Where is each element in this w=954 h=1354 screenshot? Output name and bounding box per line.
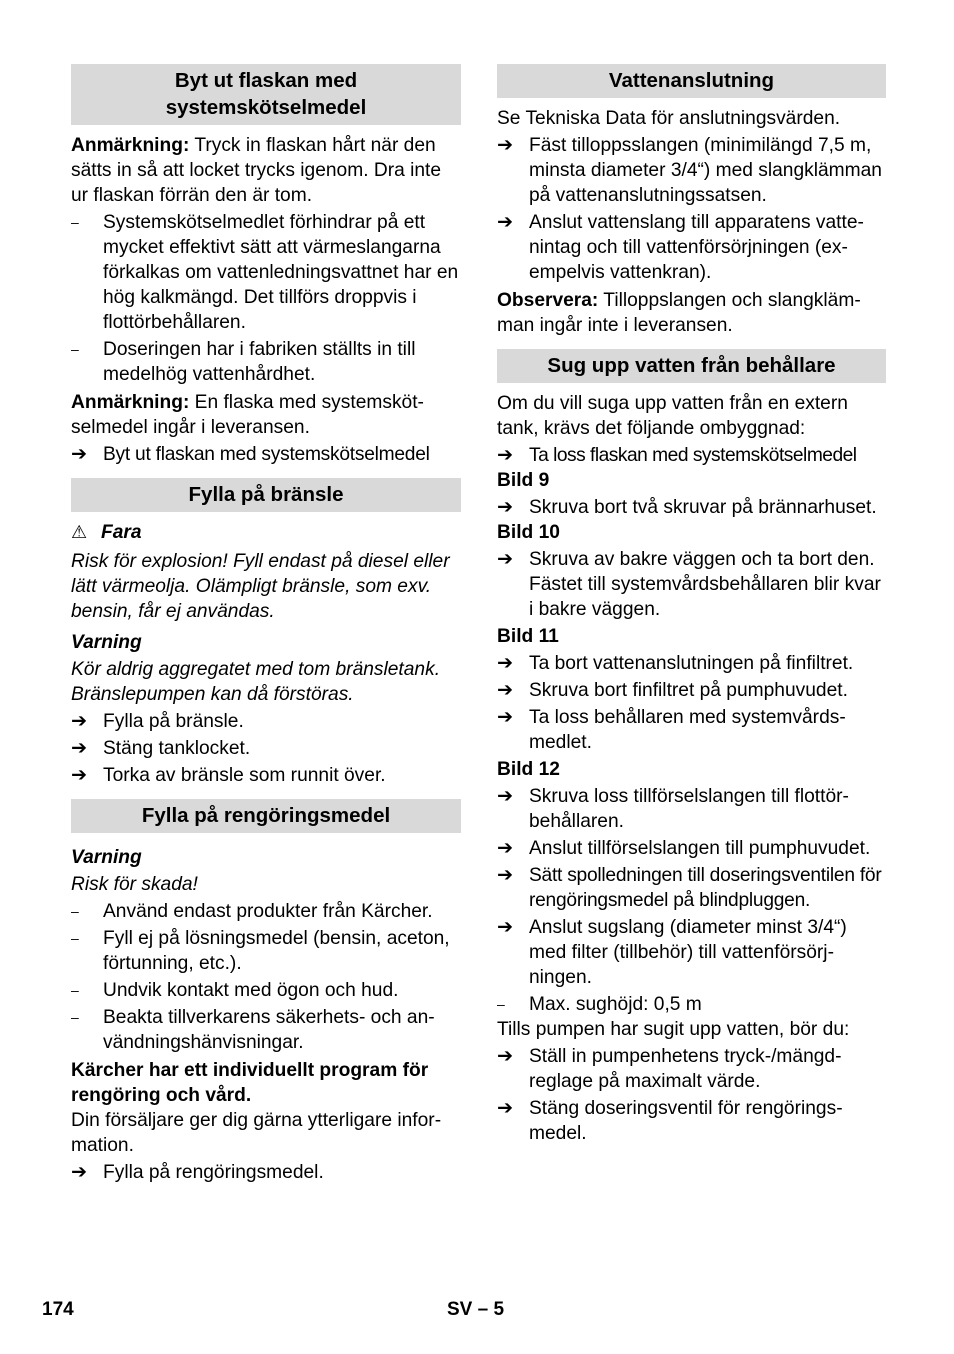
arrow-right-icon: ➔ (497, 865, 514, 886)
step-text: Sätt spolledningen till doseringsventilen för rengöringsmedel på blindpluggen. (529, 865, 882, 911)
note-text: Tryck in flaskan hårt när den sätts in så att locket trycks igenom. Dra inte ur flaskan förrän den är tom. (71, 135, 442, 206)
list-item-text: Fyll ej på lösningsmedel (bensin, aceton, förtunning, etc.). (103, 928, 450, 974)
step-item (497, 651, 886, 676)
step-text: Skruva av bakre väggen och ta bort den. Fästet till systemvårdsbehållaren blir kvar i bakre väggen. (529, 549, 881, 620)
list-item-text: Undvik kontakt med ögon och hud. (103, 980, 399, 1001)
list-item (497, 992, 886, 1017)
step-item (71, 1160, 461, 1185)
list-item (71, 337, 461, 387)
step-text: Torka av bränsle som runnit över. (103, 765, 386, 786)
arrow-right-icon: ➔ (497, 135, 514, 156)
note-label: Observera: (497, 290, 599, 311)
warning-text: Kör aldrig aggregatet med tom bränsletank. Bränslepumpen kan då förstöras. (71, 659, 441, 705)
bold-statement: Kärcher har ett individuellt program för rengöring och vård. (71, 1060, 429, 1106)
step-item (71, 709, 461, 734)
step-item (71, 736, 461, 761)
arrow-right-icon: ➔ (497, 549, 514, 570)
step-item (497, 863, 886, 913)
step-text: Anslut sugslang (diameter minst 3/4“) med filter (tillbehör) till vattenförsörjningen. (529, 917, 847, 988)
arrow-right-icon: ➔ (497, 838, 514, 859)
step-item (497, 210, 886, 285)
step-text: Ta bort vattenanslutningen på finfiltret. (529, 653, 854, 674)
warning-label: Varning (71, 632, 142, 653)
note-text: En flaska med systemskötselmedel ingår i leveransen. (71, 392, 424, 438)
warning-label: Varning (71, 847, 142, 868)
list-item-text: Systemskötselmedlet förhindrar på ett mycket effektivt sätt att värmeslangarna förkalkas om vattenledningsvattnet har en hög kalkmängd. Det tillförs droppvis i flottörbehållaren. (103, 212, 459, 333)
warning-triangle-icon: ⚠ (71, 522, 88, 542)
section-heading-water-connection: Vattenanslutning (497, 64, 886, 98)
step-item (497, 547, 886, 622)
dash-marker: – (71, 930, 79, 946)
step-item (497, 1044, 886, 1094)
paragraph: Din försäljare ger dig gärna ytterligare information. (71, 1110, 442, 1156)
arrow-right-icon: ➔ (497, 497, 514, 518)
note-text: Tilloppslangen och slangklämman ingår inte i leveransen. (497, 290, 861, 336)
right-column (497, 64, 886, 1146)
figure-reference: Bild 9 (497, 470, 550, 491)
dash-marker: – (71, 982, 79, 998)
step-item (497, 705, 886, 755)
step-text: Ställ in pumpenhetens tryck-/mängdreglage på maximalt värde. (529, 1046, 842, 1092)
step-item (497, 784, 886, 834)
section-marker: SV – 5 (447, 1299, 505, 1320)
note-label: Anmärkning: (71, 392, 190, 413)
note-paragraph (71, 133, 461, 208)
step-text: Fylla på bränsle. (103, 711, 244, 732)
step-text: Skruva bort finfiltret på pumphuvudet. (529, 680, 848, 701)
section-heading-detergent: Fylla på rengöringsmedel (71, 799, 461, 833)
left-column (71, 64, 461, 1185)
page-number: 174 (42, 1299, 74, 1320)
figure-reference: Bild 10 (497, 522, 560, 543)
figure-reference: Bild 11 (497, 626, 559, 647)
step-item (497, 915, 886, 990)
danger-text: Risk för explosion! Fyll endast på diesel eller lätt värmeolja. Olämpligt bränsle, som exv. bensin, får ej användas. (71, 551, 450, 622)
arrow-right-icon: ➔ (497, 653, 514, 674)
paragraph: Se Tekniska Data för anslutningsvärden. (497, 108, 841, 129)
arrow-right-icon: ➔ (71, 444, 88, 465)
note-label: Anmärkning: (71, 135, 190, 156)
list-item-text: Doseringen har i fabriken ställts in till medelhög vattenhårdhet. (103, 339, 416, 385)
dash-marker: – (71, 903, 79, 919)
arrow-right-icon: ➔ (71, 1162, 88, 1183)
figure-reference: Bild 12 (497, 759, 560, 780)
list-item (71, 899, 461, 924)
step-item (497, 443, 886, 468)
arrow-right-icon: ➔ (497, 786, 514, 807)
step-text: Fäst tilloppsslangen (minimilängd 7,5 m, minsta diameter 3/4“) med slangklämman på vattenanslutningssatsen. (529, 135, 882, 206)
step-text: Anslut tillförselslangen till pumphuvudet. (529, 838, 871, 859)
arrow-right-icon: ➔ (497, 212, 514, 233)
step-item (71, 442, 461, 467)
list-item (71, 1005, 461, 1055)
arrow-right-icon: ➔ (497, 917, 514, 938)
list-item (71, 926, 461, 976)
section-heading-suction: Sug upp vatten från behållare (497, 349, 886, 383)
step-text: Anslut vattenslang till apparatens vattenintag och till vattenförsörjningen (exempelvis vattenkran). (529, 212, 864, 283)
list-item-text: Max. sughöjd: 0,5 m (529, 994, 702, 1015)
arrow-right-icon: ➔ (497, 445, 514, 466)
step-text: Fylla på rengöringsmedel. (103, 1162, 324, 1183)
list-item (71, 210, 461, 335)
step-item (497, 836, 886, 861)
paragraph: Tills pumpen har sugit upp vatten, bör du: (497, 1019, 850, 1040)
note-paragraph (497, 288, 886, 338)
step-item (497, 1096, 886, 1146)
arrow-right-icon: ➔ (497, 680, 514, 701)
danger-label: Fara (101, 522, 142, 543)
note-paragraph (71, 390, 461, 440)
step-text: Skruva bort två skruvar på brännarhuset. (529, 497, 877, 518)
step-text: Skruva loss tillförselslangen till flottörbehållaren. (529, 786, 849, 832)
step-text: Ta loss flaskan med systemskötselmedel (529, 445, 857, 466)
section-heading-replace-bottle: Byt ut flaskan med systemskötselmedel (71, 64, 461, 125)
section-heading-fuel: Fylla på bränsle (71, 478, 461, 512)
dash-marker: – (71, 341, 79, 357)
arrow-right-icon: ➔ (71, 711, 88, 732)
arrow-right-icon: ➔ (497, 707, 514, 728)
arrow-right-icon: ➔ (71, 765, 88, 786)
step-item (497, 133, 886, 208)
paragraph: Om du vill suga upp vatten från en extern tank, krävs det följande ombyggnad: (497, 393, 848, 439)
warning-text: Risk för skada! (71, 874, 198, 895)
list-item-text: Beakta tillverkarens säkerhets- och användningshänvisningar. (103, 1007, 435, 1053)
arrow-right-icon: ➔ (497, 1098, 514, 1119)
step-text: Byt ut flaskan med systemskötselmedel (103, 444, 430, 465)
dash-marker: – (497, 996, 505, 1012)
danger-heading (71, 520, 461, 545)
arrow-right-icon: ➔ (497, 1046, 514, 1067)
step-text: Stäng tanklocket. (103, 738, 251, 759)
step-item (71, 763, 461, 788)
list-item (71, 978, 461, 1003)
step-text: Stäng doseringsventil för rengöringsmedel. (529, 1098, 843, 1144)
dash-marker: – (71, 1009, 79, 1025)
list-item-text: Använd endast produkter från Kärcher. (103, 901, 433, 922)
step-text: Ta loss behållaren med systemvårdsmedlet. (529, 707, 846, 753)
step-item (497, 495, 886, 520)
step-item (497, 678, 886, 703)
dash-marker: – (71, 214, 79, 230)
arrow-right-icon: ➔ (71, 738, 88, 759)
